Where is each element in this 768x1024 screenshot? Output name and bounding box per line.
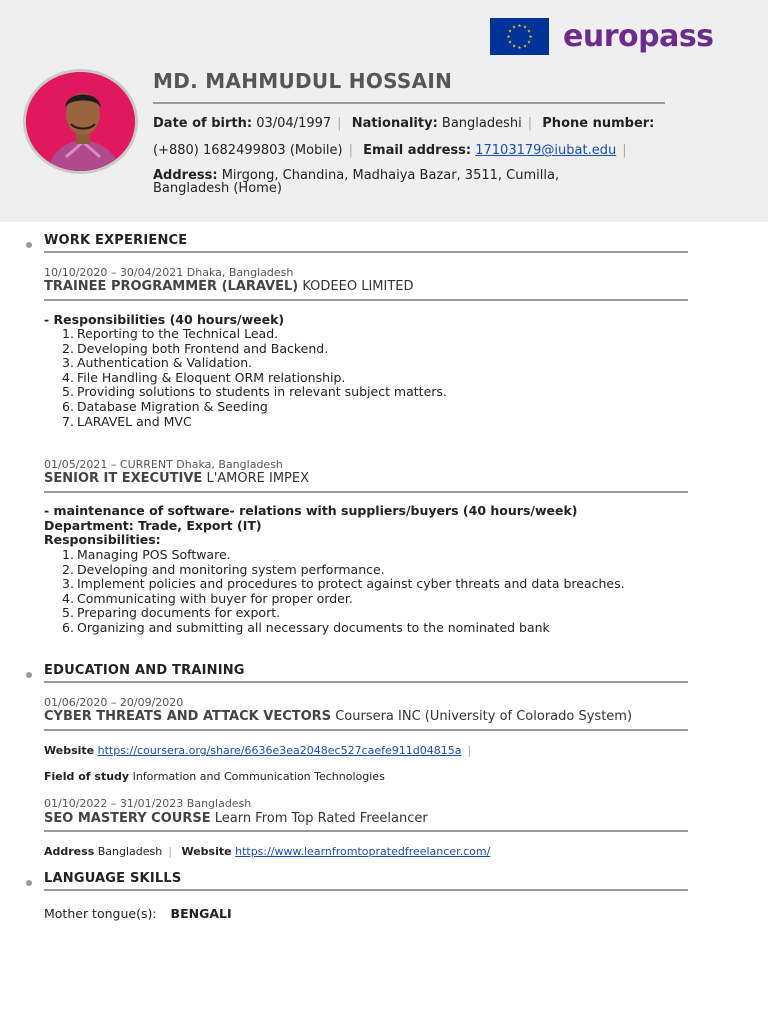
- list-item: 2. Developing both Frontend and Backend.: [62, 340, 329, 356]
- personal-info-line-2: [153, 143, 633, 158]
- entry-divider: [44, 830, 688, 832]
- list-item: 1. Reporting to the Technical Lead.: [62, 326, 279, 341]
- education-dates: 01/10/2022 – 31/01/2023 Bangladesh: [44, 797, 252, 810]
- field-of-study-line: [44, 770, 385, 783]
- job-role: TRAINEE PROGRAMMER (LARAVEL): [44, 279, 299, 294]
- address-value: Bangladesh: [97, 845, 163, 858]
- education-dates: 01/06/2020 – 20/09/2020: [44, 696, 184, 709]
- section-bullet: [26, 672, 32, 678]
- eu-star: ★: [517, 46, 522, 52]
- list-item: 4. File Handling & Eloquent ORM relationship.: [62, 369, 346, 385]
- eu-star: ★: [517, 24, 522, 30]
- eu-star: ★: [506, 35, 511, 41]
- person-name: MD. MAHMUDUL HOSSAIN: [153, 69, 453, 93]
- eu-star: ★: [511, 44, 517, 50]
- course-website-link[interactable]: https://coursera.org/share/6636e3ea2048ec527caefe911d04815a: [97, 744, 462, 757]
- education-title: [44, 811, 428, 826]
- eu-star: ★: [528, 35, 533, 41]
- eu-star: ★: [522, 25, 528, 31]
- address-line: [153, 169, 623, 195]
- course-org: Learn From Top Rated Freelancer: [214, 811, 428, 826]
- separator: |: [348, 143, 354, 158]
- personal-info-line-1: [153, 116, 654, 131]
- entry-divider: [44, 729, 688, 731]
- list-item: 6. Database Migration & Seeding: [62, 398, 268, 414]
- course-website-line: [44, 744, 477, 757]
- address-value: Mirgong, Chandina, Madhaiya Bazar, 3511, Cumilla, Bangladesh: [153, 168, 560, 196]
- work-section-title: WORK EXPERIENCE: [44, 233, 188, 248]
- email-link[interactable]: 17103179@iubat.edu: [475, 143, 617, 158]
- separator: |: [467, 744, 472, 757]
- dob-value: 03/04/1997: [256, 116, 332, 131]
- list-item: 5. Preparing documents for export.: [62, 605, 281, 621]
- list-item: 3. Implement policies and procedures to protect against cyber threats and data breaches.: [62, 576, 625, 592]
- mother-tongue-line: [44, 906, 232, 921]
- logo-text: europass: [563, 19, 714, 54]
- list-item: 5. Providing solutions to students in relevant subject matters.: [62, 384, 447, 400]
- website-label: Website: [181, 845, 232, 858]
- course-title: CYBER THREATS AND ATTACK VECTORS: [44, 709, 332, 724]
- field-label: Field of study: [44, 770, 130, 783]
- eu-star: ★: [527, 40, 532, 46]
- list-item: 7. LARAVEL and MVC: [62, 413, 192, 429]
- job-employer: KODEEO LIMITED: [302, 279, 414, 294]
- section-divider: [44, 889, 688, 891]
- job-department: Department: Trade, Export (IT): [44, 518, 262, 533]
- dob-label: Date of birth:: [153, 116, 253, 131]
- list-item: 6. Organizing and submitting all necessary documents to the nominated bank: [62, 619, 550, 635]
- list-item: 2. Developing and monitoring system performance.: [62, 561, 385, 577]
- separator: |: [337, 116, 342, 131]
- job-title: [44, 471, 309, 486]
- education-title: [44, 709, 632, 724]
- email-label: Email address:: [363, 143, 472, 158]
- job-dates: 01/05/2021 – CURRENT Dhaka, Bangladesh: [44, 458, 283, 471]
- website-label: Website: [44, 744, 95, 757]
- europass-logo[interactable]: [490, 18, 714, 55]
- eu-star: ★: [507, 40, 512, 46]
- job-responsibilities-list: [62, 326, 447, 429]
- address-label: Address: [44, 845, 95, 858]
- eu-star: ★: [522, 44, 528, 50]
- job-title: [44, 279, 414, 294]
- list-item: 3. Authentication & Validation.: [62, 355, 253, 371]
- address-type: (Home): [233, 181, 282, 196]
- job-responsibilities-heading: - maintenance of software- relations with suppliers/buyers (40 hours/week): [44, 503, 578, 518]
- job-role: SENIOR IT EXECUTIVE: [44, 471, 203, 486]
- address-label: Address:: [153, 168, 218, 183]
- eu-flag-icon: [490, 18, 549, 55]
- job-dates: 10/10/2020 – 30/04/2021 Dhaka, Bangladesh: [44, 266, 294, 279]
- section-divider: [44, 681, 688, 683]
- eu-star: ★: [527, 29, 532, 35]
- section-divider: [44, 251, 688, 253]
- separator: |: [622, 143, 627, 158]
- nationality-value: Bangladeshi: [441, 116, 522, 131]
- phone-label: Phone number:: [542, 116, 655, 131]
- education-section-title: EDUCATION AND TRAINING: [44, 663, 245, 678]
- job-responsibilities-label: Responsibilities:: [44, 532, 161, 547]
- course-title: SEO MASTERY COURSE: [44, 811, 211, 826]
- field-value: Information and Communication Technologies: [132, 770, 385, 783]
- job-employer: L'AMORE IMPEX: [206, 471, 309, 486]
- nationality-label: Nationality:: [351, 116, 438, 131]
- eu-star: ★: [511, 25, 517, 31]
- section-bullet: [26, 880, 32, 886]
- course-website-link[interactable]: https://www.learnfromtopratedfreelancer.com/: [235, 845, 491, 858]
- job-responsibilities-heading: - Responsibilities (40 hours/week): [44, 312, 285, 327]
- course-org: Coursera INC (University of Colorado System): [335, 709, 633, 724]
- name-divider: [153, 102, 665, 104]
- eu-star: ★: [507, 29, 512, 35]
- section-bullet: [26, 242, 32, 248]
- list-item: 1. Managing POS Software.: [62, 547, 231, 562]
- list-item: 4. Communicating with buyer for proper order.: [62, 590, 353, 606]
- mother-tongue-value: BENGALI: [170, 906, 232, 921]
- language-section-title: LANGUAGE SKILLS: [44, 871, 182, 886]
- course-address-line: [44, 845, 490, 858]
- mother-tongue-label: Mother tongue(s):: [44, 906, 157, 921]
- separator: |: [168, 845, 172, 858]
- entry-divider: [44, 491, 688, 493]
- entry-divider: [44, 299, 688, 301]
- separator: |: [527, 116, 533, 131]
- job-responsibilities-list: [62, 547, 625, 636]
- profile-photo: [23, 69, 138, 174]
- phone-value: (+880) 1682499803 (Mobile): [153, 143, 343, 158]
